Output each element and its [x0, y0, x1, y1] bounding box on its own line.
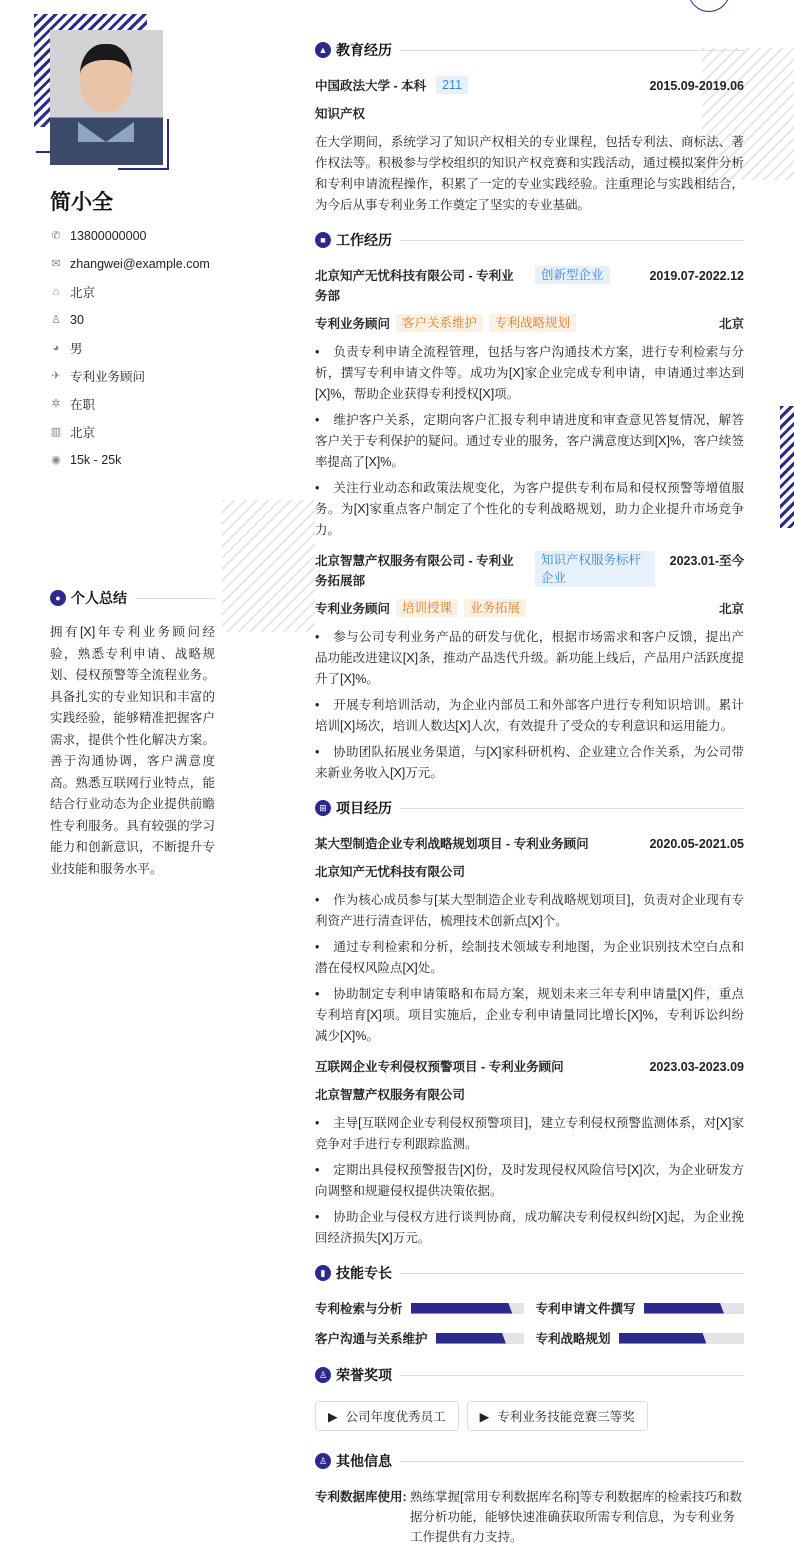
work-date: 2023.01-至今: [669, 554, 744, 568]
main-column: [315, 40, 744, 1547]
info-value: 北京: [70, 286, 96, 300]
skill-bar-fill: [436, 1333, 506, 1344]
company-tag: 知识产权服务标杆企业: [535, 551, 655, 587]
award-icon: ♙: [315, 1453, 331, 1469]
avatar: [50, 30, 163, 165]
other-text: 熟练掌握[常用专利数据库名称]等专利数据库的检索技巧和数据分析功能，能够快速准确获取所需专利信息，为专利业务工作提供有力支持。: [410, 1490, 742, 1544]
edu-desc: 在大学期间，系统学习了知识产权相关的专业课程，包括专利法、商标法、著作权法等。积极参与学校组织的知识产权竞赛和实践活动，通过模拟案件分析和专利申请流程操作，积累了一定的专业实践经验。注重理论与实践相结合，为今后从事专利业务工作奠定了坚实的专业基础。: [315, 135, 744, 212]
briefcase-icon: ■: [315, 232, 331, 248]
skill-tag: 业务拓展: [464, 599, 526, 617]
award-icon: ♙: [315, 1367, 331, 1383]
work-entry: [315, 551, 744, 784]
stripe-decoration: [222, 500, 315, 632]
skill-item: [536, 1329, 745, 1347]
top-circle-decoration: [688, 0, 730, 12]
play-icon: ▶: [328, 1409, 338, 1424]
info-value: 北京: [70, 426, 96, 440]
bullet-item: • 作为核心成员参与[某大型制造企业专利战略规划项目]，负责对企业现有专利资产进行清查评估，梳理技术创新点[X]个。: [315, 890, 744, 932]
mail-icon: ✉: [51, 258, 61, 270]
section-title: 工作经历: [336, 232, 392, 248]
building-icon: ▥: [50, 426, 62, 438]
info-value: 30: [70, 313, 84, 327]
job-icon: ✈: [51, 370, 61, 382]
info-value: 专利业务顾问: [70, 370, 146, 384]
info-row: [50, 278, 250, 306]
skill-name: 客户沟通与关系维护: [315, 1332, 428, 1346]
company-name: 北京知产无忧科技有限公司 - 专利业务部: [315, 269, 514, 303]
bullet-item: • 协助团队拓展业务渠道，与[X]家科研机构、企业建立合作关系，为公司带来新业务收入[X]万元。: [315, 742, 744, 784]
work-section: [315, 230, 744, 784]
info-row: [50, 446, 250, 474]
bullet-item: • 负责专利申请全流程管理，包括与客户沟通技术方案，进行专利检索与分析，撰写专利申请文件等。成功为[X]家企业完成专利申请，申请通过率达到[X]%，帮助企业获得专利授权[X]项。: [315, 342, 744, 405]
skill-name: 专利申请文件撰写: [535, 1302, 636, 1316]
bullet-item: • 关注行业动态和政策法规变化，为客户提供专利布局和侵权预警等增值服务。为[X]家重点客户制定了个性化的专利战略规划，助力企业提升市场竞争力。: [315, 478, 744, 541]
bullet-item: • 协助企业与侵权方进行谈判协商，成功解决专利侵权纠纷[X]起，为企业挽回经济损失[X]万元。: [315, 1207, 744, 1249]
info-value: zhangwei@example.com: [70, 257, 210, 271]
bullet-item: • 参与公司专利业务产品的研发与优化，根据市场需求和客户反馈，提出产品功能改进建议[X]条，推动产品迭代升级。新功能上线后，产品用户活跃度提升了[X]%。: [315, 627, 744, 690]
project-date: 2023.03-2023.09: [649, 1060, 744, 1074]
info-row: [50, 222, 250, 250]
section-title: 其他信息: [336, 1453, 392, 1469]
skill-name: 专利检索与分析: [315, 1302, 403, 1316]
user-icon: ●: [50, 590, 66, 606]
info-value: 13800000000: [70, 229, 147, 243]
city: 北京: [718, 602, 744, 616]
project-org: 北京智慧产权服务有限公司: [315, 1088, 466, 1102]
project-entry: [315, 834, 744, 1047]
age-icon: ♙: [51, 314, 61, 326]
work-entry: [315, 266, 744, 541]
award-label: 公司年度优秀员工: [345, 1410, 446, 1424]
skill-item: [536, 1299, 745, 1317]
other-label: 专利数据库使用:: [315, 1490, 407, 1504]
major: 知识产权: [315, 107, 366, 121]
skills-section: [315, 1263, 744, 1347]
skill-bar: [644, 1303, 744, 1314]
bullet-item: • 定期出具侵权预警报告[X]份，及时发现侵权风险信号[X]次，为企业研发方向调整和规避侵权提供决策依据。: [315, 1160, 744, 1202]
award-item: [315, 1401, 459, 1431]
grid-icon: ⊞: [315, 800, 331, 816]
bullet-item: • 开展专利培训活动，为企业内部员工和外部客户进行专利知识培训。累计培训[X]场次，培训人数达[X]人次，有效提升了受众的专利意识和运用能力。: [315, 695, 744, 737]
city: 北京: [718, 317, 744, 331]
school-name: 中国政法大学 - 本科: [315, 79, 427, 93]
skill-name: 专利战略规划: [535, 1332, 611, 1346]
summary-section: [50, 588, 215, 880]
skill-tag: 培训授课: [396, 599, 458, 617]
info-row: [50, 306, 250, 334]
project-name: 某大型制造企业专利战略规划项目 - 专利业务顾问: [315, 837, 589, 851]
edu-date: 2015.09-2019.06: [649, 79, 744, 93]
skill-bar-fill: [619, 1333, 707, 1344]
role: 专利业务顾问: [315, 602, 391, 616]
info-row: [50, 334, 250, 362]
bar-chart-icon: ▮: [315, 1265, 331, 1281]
info-value: 15k - 25k: [70, 453, 122, 467]
skill-bar: [436, 1333, 524, 1344]
info-value: 男: [70, 342, 83, 356]
info-row: [50, 390, 250, 418]
bullet-item: • 协助制定专利申请策略和布局方案，规划未来三年专利申请量[X]件，重点专利培育[X]项。项目实施后，企业专利申请量同比增长[X]%，专利诉讼纠纷减少[X]%。: [315, 984, 744, 1047]
project-entry: [315, 1057, 744, 1249]
bullet-item: • 主导[互联网企业专利侵权预警项目]，建立专利侵权预警监测体系，对[X]家竞争对手进行专利跟踪监测。: [315, 1113, 744, 1155]
section-title: 教育经历: [336, 42, 392, 58]
candidate-name: 简小全: [50, 191, 113, 214]
phone-icon: ✆: [51, 230, 61, 242]
role: 专利业务顾问: [315, 317, 391, 331]
section-title: 项目经历: [336, 800, 392, 816]
company-name: 北京智慧产权服务有限公司 - 专利业务拓展部: [315, 554, 514, 588]
skill-bar-fill: [644, 1303, 724, 1314]
company-tag: 创新型企业: [535, 266, 610, 284]
skill-tag: 客户关系维护: [396, 314, 483, 332]
play-icon: ▶: [479, 1409, 490, 1424]
status-icon: ✲: [51, 398, 61, 410]
section-title: 技能专长: [336, 1265, 392, 1281]
section-title: 荣誉奖项: [336, 1367, 392, 1383]
gender-icon: ◕: [52, 342, 60, 354]
contact-info: [50, 222, 250, 474]
bullet-item: • 维护客户关系，定期向客户汇报专利申请进度和审查意见答复情况，解答客户关于专利保护的疑问。通过专业的服务，客户满意度达到[X]%，客户续签率提高了[X]%。: [315, 410, 744, 473]
work-date: 2019.07-2022.12: [649, 269, 744, 283]
info-row: [50, 250, 250, 278]
info-row: [50, 418, 250, 446]
stripe-decoration: [780, 406, 794, 528]
award-label: 专利业务技能竞赛三等奖: [497, 1410, 635, 1424]
skill-item: [315, 1329, 524, 1347]
project-date: 2020.05-2021.05: [649, 837, 744, 851]
skill-tag: 专利战略规划: [489, 314, 576, 332]
awards-section: [315, 1365, 744, 1431]
graduation-cap-icon: ▲: [315, 42, 331, 58]
salary-icon: ◉: [51, 454, 61, 466]
projects-section: [315, 798, 744, 1249]
home-icon: ⌂: [52, 286, 60, 298]
info-row: [50, 362, 250, 390]
summary-text: 拥有[X]年专利业务顾问经验，熟悉专利申请、战略规划、侵权预警等全流程业务。具备扎实的专业知识和丰富的实践经验，能够精准把握客户需求，提供个性化解决方案。善于沟通协调，客户满意度高。熟悉互联网行业特点，能结合行业动态为企业提供前瞻性专利服务。具有较强的学习能力和创新意识，不断提升专业技能和服务水平。: [50, 625, 215, 876]
project-org: 北京知产无忧科技有限公司: [315, 865, 466, 879]
section-title: 个人总结: [71, 590, 127, 606]
education-section: [315, 40, 744, 216]
award-item: [467, 1401, 648, 1431]
skill-bar-fill: [411, 1303, 513, 1314]
skill-bar: [411, 1303, 524, 1314]
info-value: 在职: [70, 398, 96, 412]
project-name: 互联网企业专利侵权预警项目 - 专利业务顾问: [315, 1060, 564, 1074]
bullet-item: • 通过专利检索和分析，绘制技术领域专利地图，为企业识别技术空白点和潜在侵权风险点[X]处。: [315, 937, 744, 979]
school-tag: 211: [436, 76, 468, 94]
other-section: [315, 1451, 744, 1547]
skill-bar: [619, 1333, 744, 1344]
skill-item: [315, 1299, 524, 1317]
